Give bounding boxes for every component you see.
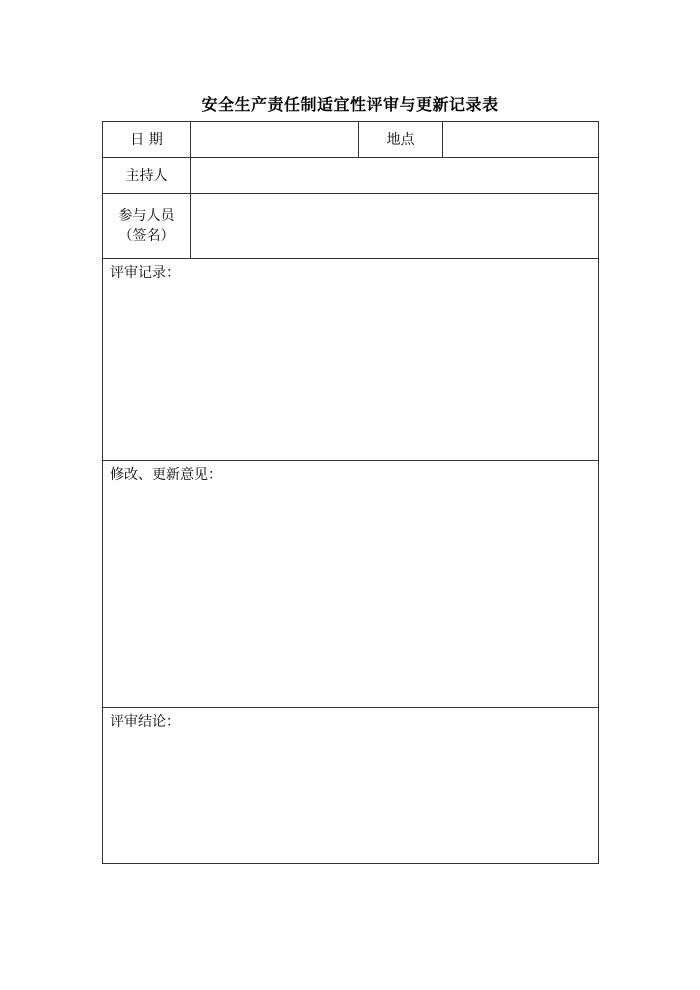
- host-field[interactable]: [191, 158, 599, 194]
- participants-label-line2: （签名）: [118, 228, 175, 244]
- host-label: 主持人: [103, 158, 191, 194]
- participants-field[interactable]: [191, 194, 599, 259]
- review-record-label: 评审记录：: [110, 265, 180, 281]
- location-field[interactable]: [443, 122, 599, 158]
- review-conclusion-label: 评审结论：: [110, 714, 180, 730]
- participants-label-line1: 参与人员: [118, 208, 175, 224]
- revision-opinion-row: [103, 461, 599, 708]
- review-record-row: [103, 259, 599, 461]
- date-label-text: 日 期: [130, 131, 163, 148]
- revision-opinion-label: 修改、更新意见：: [110, 467, 222, 483]
- date-location-row: [103, 122, 599, 158]
- participants-row: [103, 194, 599, 259]
- review-record-area[interactable]: [103, 259, 599, 461]
- review-conclusion-row: [103, 708, 599, 864]
- revision-opinion-area[interactable]: [103, 461, 599, 708]
- location-label: 地点: [359, 122, 443, 158]
- participants-label: [103, 194, 191, 259]
- review-record-form: [102, 121, 599, 864]
- document-title: 安全生产责任制适宜性评审与更新记录表: [201, 95, 499, 114]
- host-row: [103, 158, 599, 194]
- date-field[interactable]: [191, 122, 359, 158]
- date-label: [103, 122, 191, 158]
- review-conclusion-area[interactable]: [103, 708, 599, 864]
